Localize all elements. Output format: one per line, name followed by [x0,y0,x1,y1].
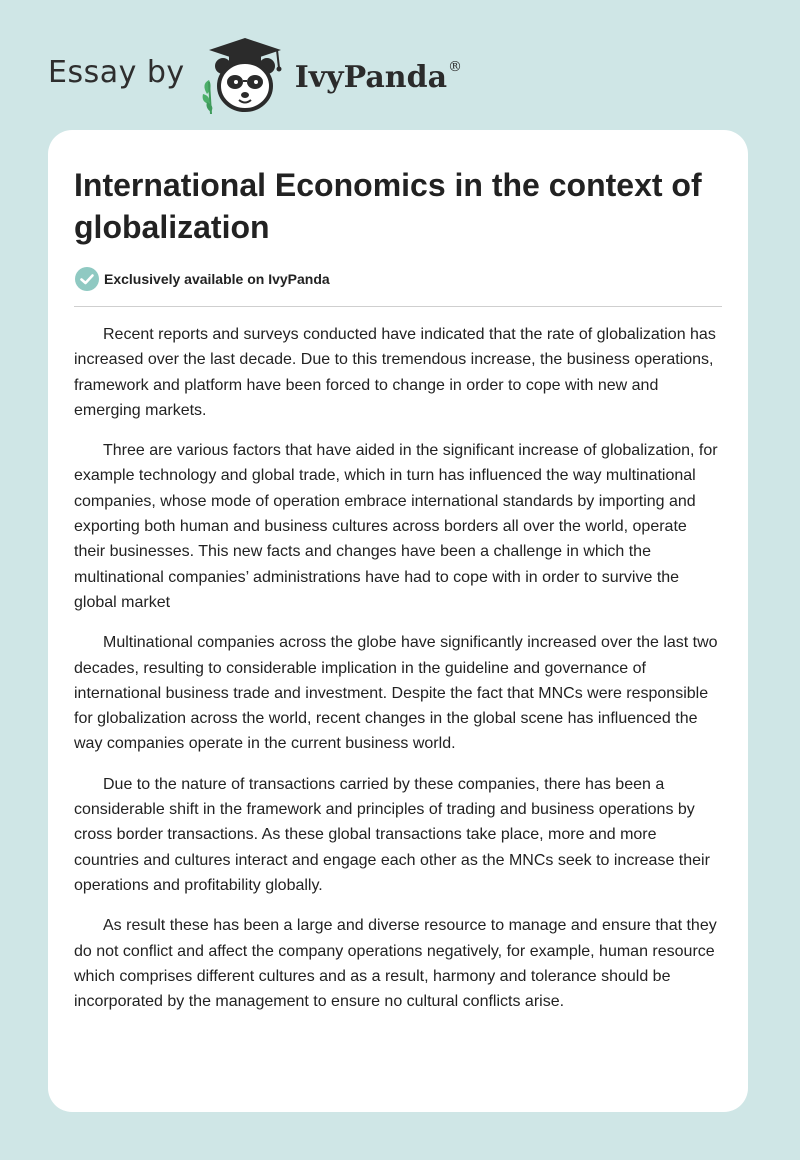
paragraph: Due to the nature of transactions carried by these companies, there has been a considerable shift in the framework and principles of trading and business operations by cross border transactions. As these global transactions take place, more and more countries and cultures interact and engage each other as the MNCs seek to increase their operations and profitability globally. [74,775,710,894]
brand-name[interactable]: IvyPanda® [294,59,463,95]
paragraph: Recent reports and surveys conducted have indicated that the rate of globalization has increased over the last decade. Due to this tremendous increase, the business operations, framework and platform have been forced to change in order to cope with new and emerging markets. [74,326,716,419]
registered-mark: ® [448,59,463,75]
exclusive-badge [74,266,722,307]
exclusive-label: Exclusively available on IvyPanda [104,271,330,287]
page-title: International Economics in the context of globalization [74,167,702,245]
check-circle-icon [74,266,100,292]
essay-body [74,322,722,1014]
paragraph: Multinational companies across the globe have significantly increased over the last two decades, resulting to considerable implication in the guideline and governance of international business trade and investment. Despite the fact that MNCs were responsible for globalization across the world, recent changes in the global scene has influenced the way companies operate in the current business world. [74,634,718,753]
essay-card [48,130,748,1112]
paragraph: Three are various factors that have aided in the significant increase of globalization, for example technology and global trade, which in turn has influenced the way multinational companies, whose mode of operation embrace international standards by importing and exporting both human and business cultures across borders all over the world, operate their businesses. This new facts and changes have been a challenge in which the multinational companies’ administrations have had to cope with in order to survive the global market [74,442,718,611]
panda-graduate-logo-icon[interactable] [199,36,291,116]
essay-by-label: Essay by [48,54,185,90]
site-header [48,36,462,116]
paragraph: As result these has been a large and diverse resource to manage and ensure that they do not conflict and affect the company operations negatively, for example, human resource which comprises different cultures and as a result, harmony and tolerance should be incorporated by the management to ensure no cultural conflicts arise. [74,917,717,1011]
